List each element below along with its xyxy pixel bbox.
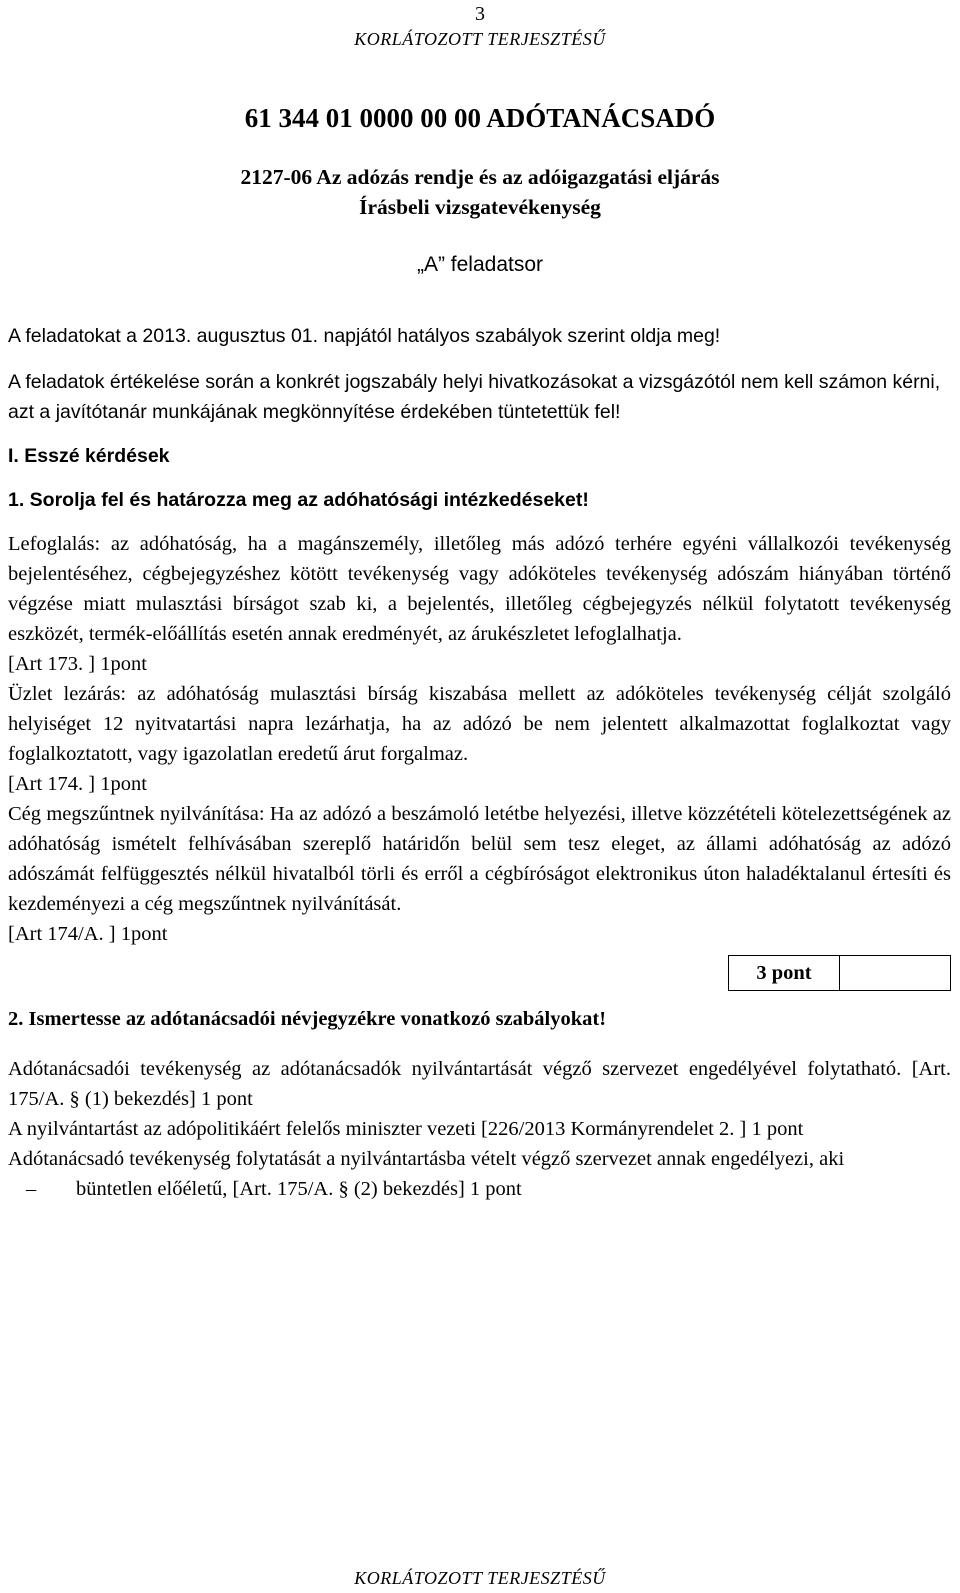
module-title: 2127-06 Az adózás rendje és az adóigazgatási eljárás [240,165,720,189]
q1-reference-3: [Art 174/A. ] 1pont [8,923,168,945]
question-1-title: 1. Sorolja fel és határozza meg az adóhatósági intézkedéseket! [8,489,589,511]
bullet-dash: – [26,1178,37,1200]
q1-paragraph-2: Üzlet lezárás: az adóhatóság mulasztási bírság kiszabása mellett az adóköteles tevékenység célját szolgáló helyiséget 12 nyitvatartási napra lezárhatja, ha az adózó be nem jelentett alkalmazottat foglalkoztat vagy foglalkoztatott, vagy igazolatlan eredetű árut forgalmaz. [8,683,951,765]
q2-paragraph-2: A nyilvántartást az adópolitikáért felelős miniszter vezeti [226/2013 Kormányrendelet 2. ] 1 pont [8,1118,804,1140]
restriction-footer: KORLÁTOZOTT TERJESZTÉSŰ [354,1568,606,1588]
q1-reference-2: [Art 174. ] 1pont [8,773,147,795]
section-heading: I. Esszé kérdések [8,445,170,467]
q2-paragraph-3: Adótanácsadó tevékenység folytatását a nyilvántartásba vételt végző szervezet annak engedélyezi, aki [8,1148,845,1170]
score-row [8,949,951,989]
exam-title: 61 344 01 0000 00 00 ADÓTANÁCSADÓ [244,103,716,133]
task-set-label: „A” feladatsor [416,253,544,276]
score-label: 3 pont [729,956,840,990]
intro-line-2: A feladatok értékelése során a konkrét jogszabály helyi hivatkozásokat a vizsgázótól nem kell számon kérni, azt a javítótanár munkájának megkönnyítése érdekében tüntetettük fel! [8,371,941,423]
restriction-header: KORLÁTOZOTT TERJESZTÉSŰ [354,29,606,49]
score-box [728,955,951,991]
score-input-cell [840,956,950,990]
q2-paragraph-1: Adótanácsadói tevékenység az adótanácsadók nyilvántartását végző szervezet engedélyével folytatható. [Art. 175/A. § (1) bekezdés] 1 pont [8,1058,951,1110]
page-number: 3 [475,3,485,25]
bullet-text: büntetlen előéletű, [Art. 175/A. § (2) bekezdés] 1 pont [76,1178,522,1200]
exam-type: Írásbeli vizsgatevékenység [359,195,601,219]
q2-bullet-item [26,1174,951,1204]
q1-paragraph-3: Cég megszűntnek nyilvánítása: Ha az adózó a beszámoló letétbe helyezési, illetve közzétételi kötelezettségének az adóhatóság ismételt felhívásában szereplő határidőn belül sem tesz eleget, az állami adóhatóság az adózó adószámát felfüggesztés nélkül hivatalból törli és erről a cégbíróságot elektronikus úton haladéktalanul értesíti és kezdeményezi a cég megszűntnek nyilvánítását. [8,803,951,915]
q1-reference-1: [Art 173. ] 1pont [8,653,147,675]
intro-line-1: A feladatokat a 2013. augusztus 01. napjától hatályos szabályok szerint oldja meg! [8,325,721,347]
q1-paragraph-1: Lefoglalás: az adóhatóság, ha a magánszemély, illetőleg más adózó terhére egyéni vállalkozói tevékenység bejelentéséhez, cégbejegyzéshez kötött tevékenység vagy adóköteles tevékenység adószám hiányában történő végzése miatt mulasztási bírságot szab ki, a bejelentés, illetőleg cégbejegyzés nélkül folytatott tevékenység eszközét, termék-előállítás esetén annak eredményét, az árukészletet lefoglalhatja. [8,533,951,645]
document-body [8,321,951,1204]
question-2-title: 2. Ismertesse az adótanácsadói névjegyzékre vonatkozó szabályokat! [8,1008,607,1030]
